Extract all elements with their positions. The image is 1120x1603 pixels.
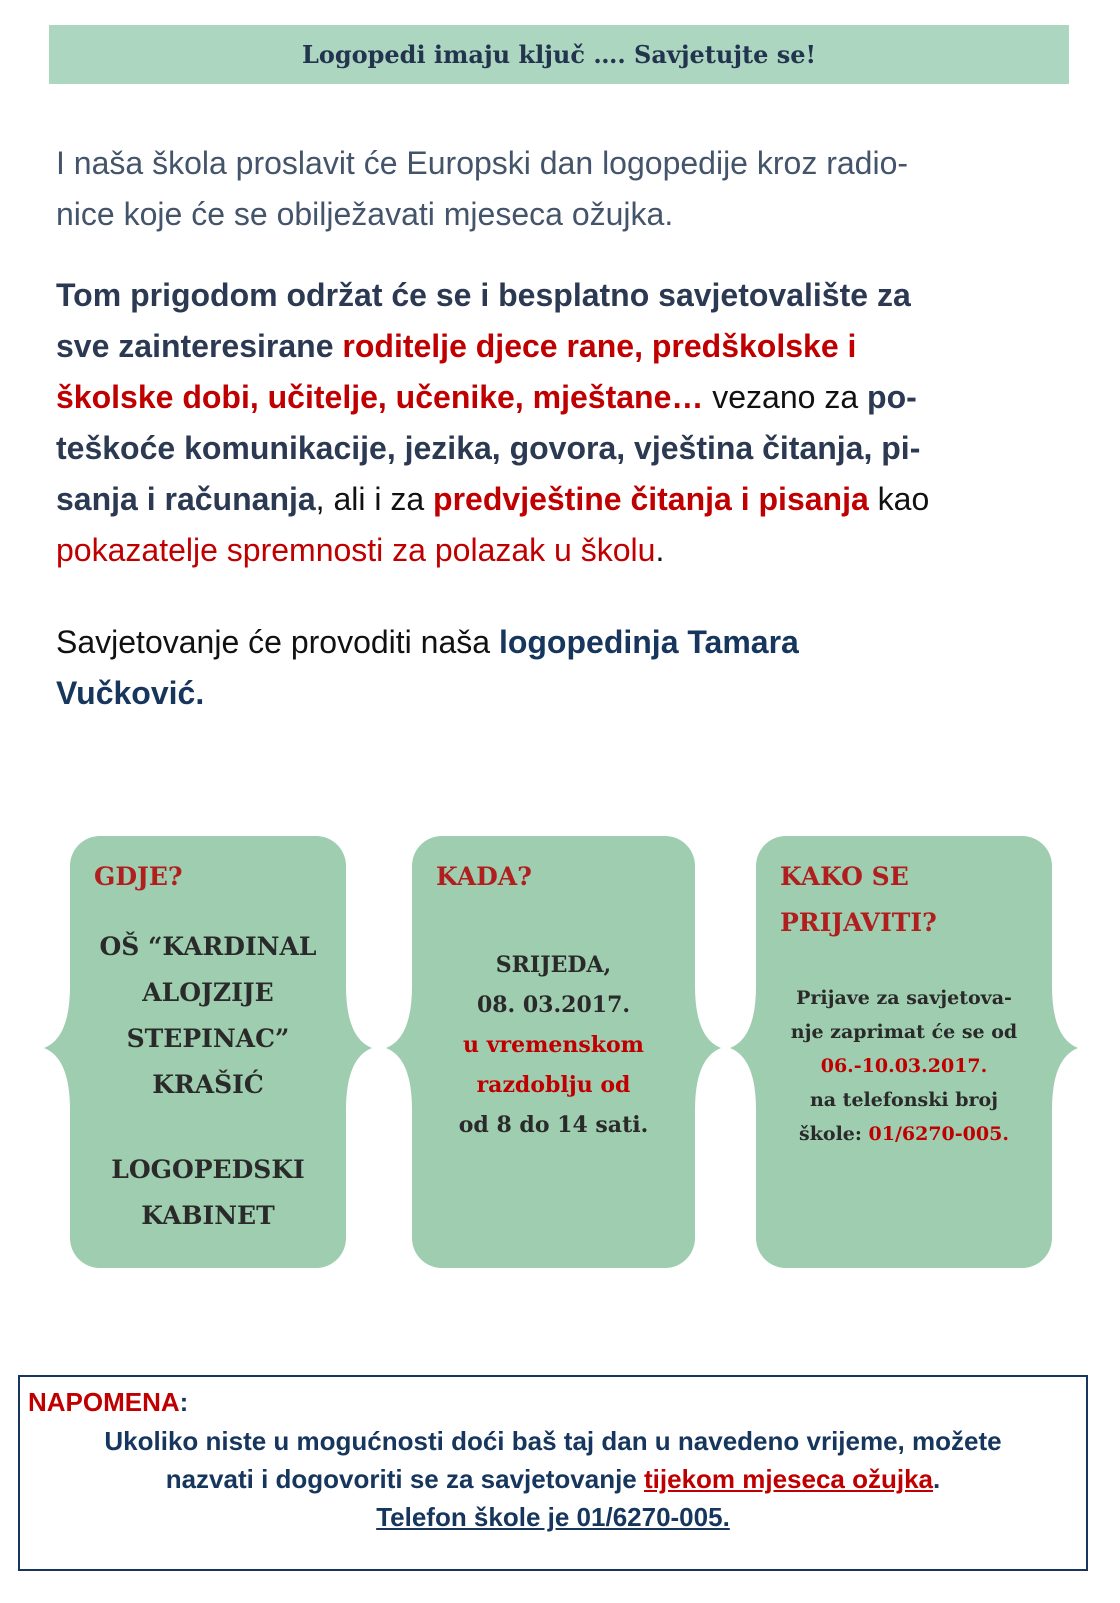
main-text: sanja i računanja xyxy=(56,481,316,517)
counsel-line xyxy=(56,617,1066,668)
main-text: . xyxy=(655,532,665,568)
how-body xyxy=(756,981,1052,1151)
note-title-text: NAPOMENA xyxy=(28,1387,180,1417)
note-box xyxy=(18,1375,1088,1571)
main-text: kao xyxy=(868,481,930,517)
how-line: 06.-10.03.2017. xyxy=(820,1055,988,1077)
main-highlight: pokazatelje spremnosti za polazak u školu xyxy=(56,532,656,568)
left-notch-shape xyxy=(386,836,426,1268)
left-notch-shape xyxy=(44,836,84,1268)
intro-line: nice koje će se obilježavati mjeseca ožujka. xyxy=(56,196,674,232)
right-notch-shape xyxy=(1038,836,1078,1268)
how-line: na telefonski broj xyxy=(809,1089,999,1111)
main-text: po- xyxy=(867,379,917,415)
how-box xyxy=(756,836,1052,1268)
where-line: KABINET xyxy=(141,1201,275,1230)
where-line: ALOJZIJE xyxy=(142,978,274,1007)
intro-line: I naša škola proslavit će Europski dan logopedije kroz radio- xyxy=(56,145,909,181)
when-body xyxy=(412,945,695,1145)
banner-title: Logopedi imaju ključ …. Savjetujte se! xyxy=(301,40,817,69)
note-highlight: tijekom mjeseca ožujka xyxy=(644,1464,934,1494)
how-text: škole: xyxy=(799,1123,869,1145)
main-highlight: školske dobi, učitelje, učenike, mještane… xyxy=(56,379,704,415)
when-line: od 8 do 14 sati. xyxy=(458,1112,649,1138)
when-line: razdoblju od xyxy=(476,1072,631,1098)
main-highlight: predvještine čitanja i pisanja xyxy=(433,481,869,517)
note-title xyxy=(28,1387,188,1418)
note-text xyxy=(20,1422,1086,1536)
how-heading xyxy=(780,854,937,946)
where-line: KRAŠIĆ xyxy=(152,1070,264,1099)
counsel-name: logopedinja Tamara xyxy=(498,624,799,660)
where-box xyxy=(70,836,346,1268)
when-box xyxy=(412,836,695,1268)
main-text: , ali i za xyxy=(315,481,434,517)
main-paragraph xyxy=(56,270,1066,576)
main-line xyxy=(56,525,1066,576)
when-line: 08. 03.2017. xyxy=(476,992,631,1018)
main-highlight: roditelje djece rane, predškolske i xyxy=(342,328,857,364)
how-heading-line: PRIJAVITI? xyxy=(780,908,937,937)
note-title-colon: : xyxy=(179,1387,189,1417)
main-text: vezano za xyxy=(703,379,868,415)
where-line: OŠ “KARDINAL xyxy=(99,932,317,961)
intro-paragraph xyxy=(56,138,1066,240)
when-line: u vremenskom xyxy=(463,1032,644,1058)
banner xyxy=(49,25,1069,84)
main-line xyxy=(56,474,1066,525)
where-line: STEPINAC” xyxy=(126,1024,290,1053)
left-notch-shape xyxy=(730,836,770,1268)
counsel-paragraph xyxy=(56,617,1066,719)
right-notch-shape xyxy=(332,836,372,1268)
where-line: LOGOPEDSKI xyxy=(111,1155,305,1184)
note-line xyxy=(20,1460,1086,1498)
where-body xyxy=(70,924,346,1239)
main-line xyxy=(56,321,1066,372)
how-line: nje zaprimat će se od xyxy=(790,1021,1018,1043)
note-text-part: . xyxy=(933,1464,941,1494)
how-heading-line: KAKO SE xyxy=(780,862,909,891)
when-heading: KADA? xyxy=(436,862,532,891)
main-line: Tom prigodom održat će se i besplatno savjetovalište za xyxy=(56,277,911,313)
note-phone-line: Telefon škole je 01/6270-005. xyxy=(376,1502,730,1532)
counsel-name: Vučković. xyxy=(56,675,205,711)
how-line xyxy=(756,1117,1052,1151)
main-text: sve zainteresirane xyxy=(56,328,343,364)
counsel-prefix: Savjetovanje će provoditi naša xyxy=(56,624,499,660)
when-line: SRIJEDA, xyxy=(495,952,612,978)
note-line: Ukoliko niste u mogućnosti doći baš taj dan u navedeno vrijeme, možete xyxy=(104,1426,1002,1456)
how-phone: 01/6270-005. xyxy=(868,1123,1009,1145)
note-text-part: nazvati i dogovoriti se za savjetovanje xyxy=(165,1464,644,1494)
main-line xyxy=(56,372,1066,423)
how-line: Prijave za savjetova- xyxy=(796,987,1012,1009)
right-notch-shape xyxy=(681,836,721,1268)
main-line: teškoće komunikacije, jezika, govora, vještina čitanja, pi- xyxy=(56,430,921,466)
where-heading: GDJE? xyxy=(94,862,183,891)
